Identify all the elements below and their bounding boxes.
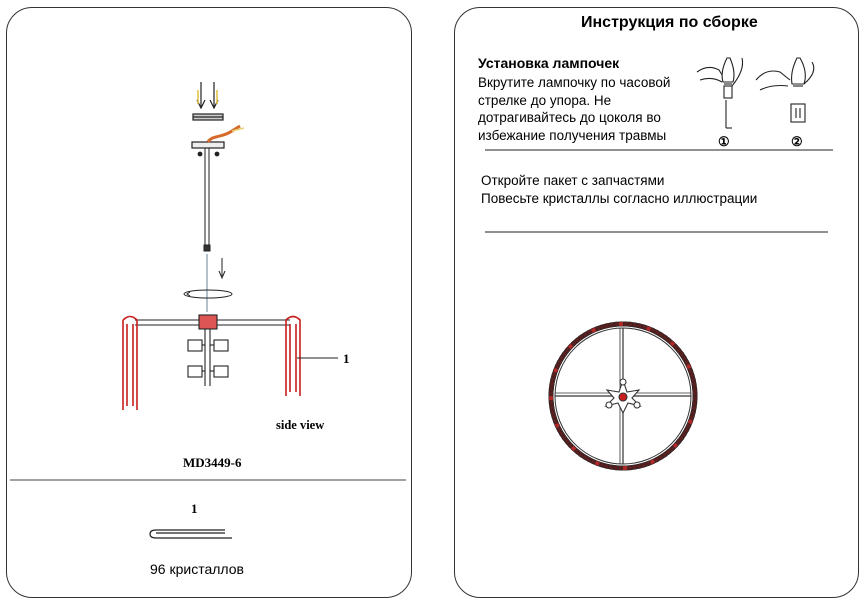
crystal-count: 96 кристаллов [150,561,244,577]
part-callout: 1 [343,351,350,366]
bulb-heading: Установка лампочек [478,55,620,71]
view-label: side view [276,418,325,432]
crystal-line: Повесьте кристаллы согласно иллюстрации [481,190,758,206]
bulb-line: стрелке до упора. Не [478,92,612,108]
bulb-line: дотрагивайтесь до цоколя во [478,110,661,125]
bulb-line: Вкрутите лампочку по часовой [478,75,671,90]
page-title: Инструкция по сборке [581,14,758,31]
model-number: MD3449-6 [183,455,242,470]
part-number: 1 [191,501,198,516]
step-2-marker: ② [791,134,803,149]
crystal-bead [692,387,697,396]
bulb-line: избежание получения травмы [478,127,667,143]
crystal-line: Откройте пакет с запчастями [481,173,665,188]
step-1-marker: ① [718,134,730,149]
